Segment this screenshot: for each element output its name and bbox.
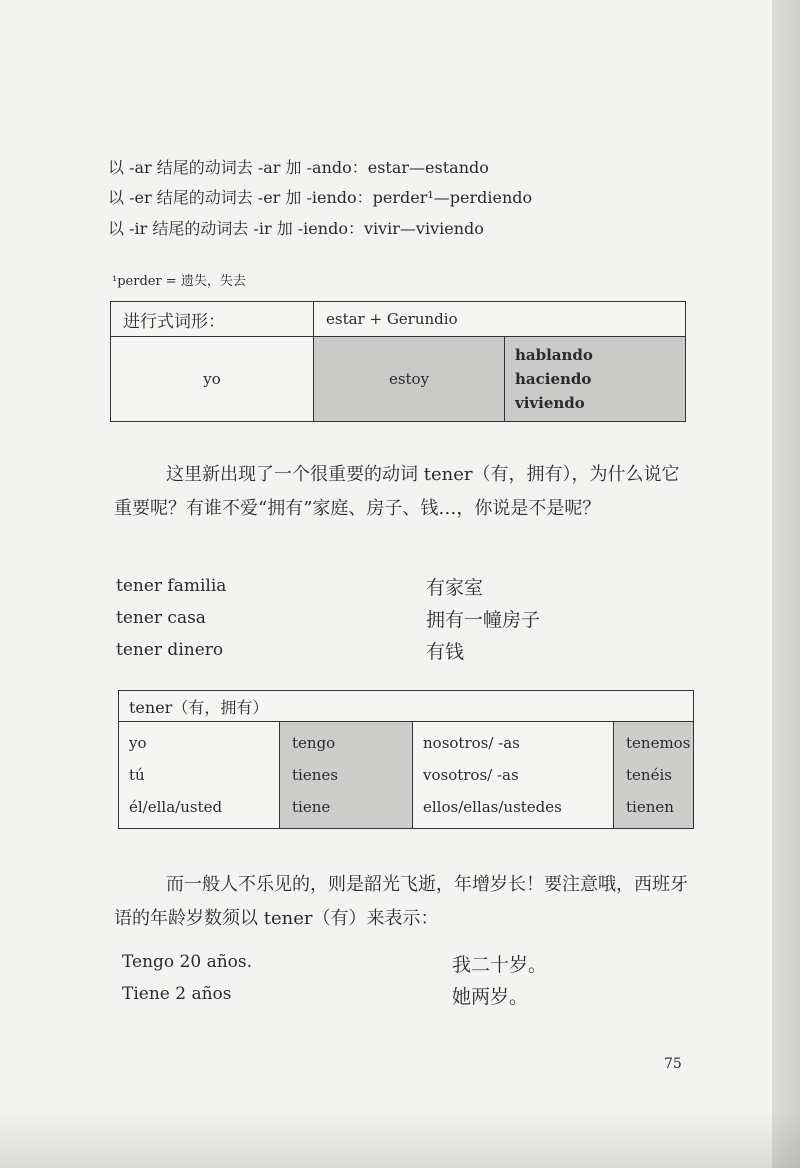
example-cn: 有家室 [426, 577, 484, 599]
example-cn: 拥有一幢房子 [426, 609, 541, 631]
rule-ir: 以 -ir 结尾的动词去 -ir 加 -iendo：vivir—viviendo [108, 219, 484, 238]
footnote: ¹perder = 遗失，失去 [112, 274, 246, 289]
example-es: tener dinero [116, 640, 224, 660]
gerund-form: haciendo [515, 370, 592, 388]
page-shadow [0, 1108, 800, 1168]
plural-pronouns [413, 722, 614, 829]
page-edge [772, 0, 800, 1168]
paragraph-age: 而一般人不乐见的，则是韶光飞逝，年增岁长！要注意哦，西班牙语的年龄岁数须以 tener（有）来表示： [114, 874, 688, 929]
example-es: tener familia [116, 576, 227, 596]
tener-conjugation-table [118, 690, 694, 829]
example-cn: 有钱 [426, 641, 465, 663]
gerund-pronoun: yo [111, 337, 314, 422]
example-es: Tiene 2 años [122, 984, 232, 1004]
example-es: Tengo 20 años. [122, 952, 253, 972]
pronoun: vosotros/ -as [423, 766, 519, 784]
singular-pronouns [119, 722, 280, 829]
gerund-table-formula: estar + Gerundio [314, 302, 686, 337]
example-cn: 我二十岁。 [452, 954, 548, 976]
verb-form: tienen [626, 798, 674, 816]
page-number: 75 [664, 1056, 682, 1072]
tener-table-title: tener（有，拥有） [119, 691, 694, 722]
pronoun: ellos/ellas/ustedes [423, 798, 562, 816]
example-es: tener casa [116, 608, 206, 628]
pronoun: él/ella/usted [129, 798, 223, 816]
gerund-form: hablando [515, 346, 593, 364]
verb-form: tiene [292, 798, 331, 816]
verb-form: tienes [292, 766, 338, 784]
gerund-aux: estoy [314, 337, 505, 422]
example-cn: 她两岁。 [452, 986, 529, 1008]
rule-er: 以 -er 结尾的动词去 -er 加 -iendo：perder¹—perdiendo [108, 188, 533, 207]
gerund-form: viviendo [515, 394, 585, 412]
verb-form: tenéis [626, 766, 672, 784]
gerund-table [110, 301, 686, 422]
verb-form: tengo [292, 734, 336, 752]
rule-ar: 以 -ar 结尾的动词去 -ar 加 -ando：estar—estando [108, 158, 489, 177]
paragraph-tener: 这里新出现了一个很重要的动词 tener（有，拥有），为什么说它重要呢？有谁不爱“拥有”家庭、房子、钱…，你说是不是呢？ [114, 464, 680, 519]
pronoun: yo [129, 734, 147, 752]
pronoun: tú [129, 766, 145, 784]
singular-forms [280, 722, 413, 829]
verb-form: tenemos [626, 734, 691, 752]
pronoun: nosotros/ -as [423, 734, 520, 752]
plural-forms [614, 722, 694, 829]
gerund-forms [505, 337, 686, 422]
gerund-table-label: 进行式词形： [111, 302, 314, 337]
